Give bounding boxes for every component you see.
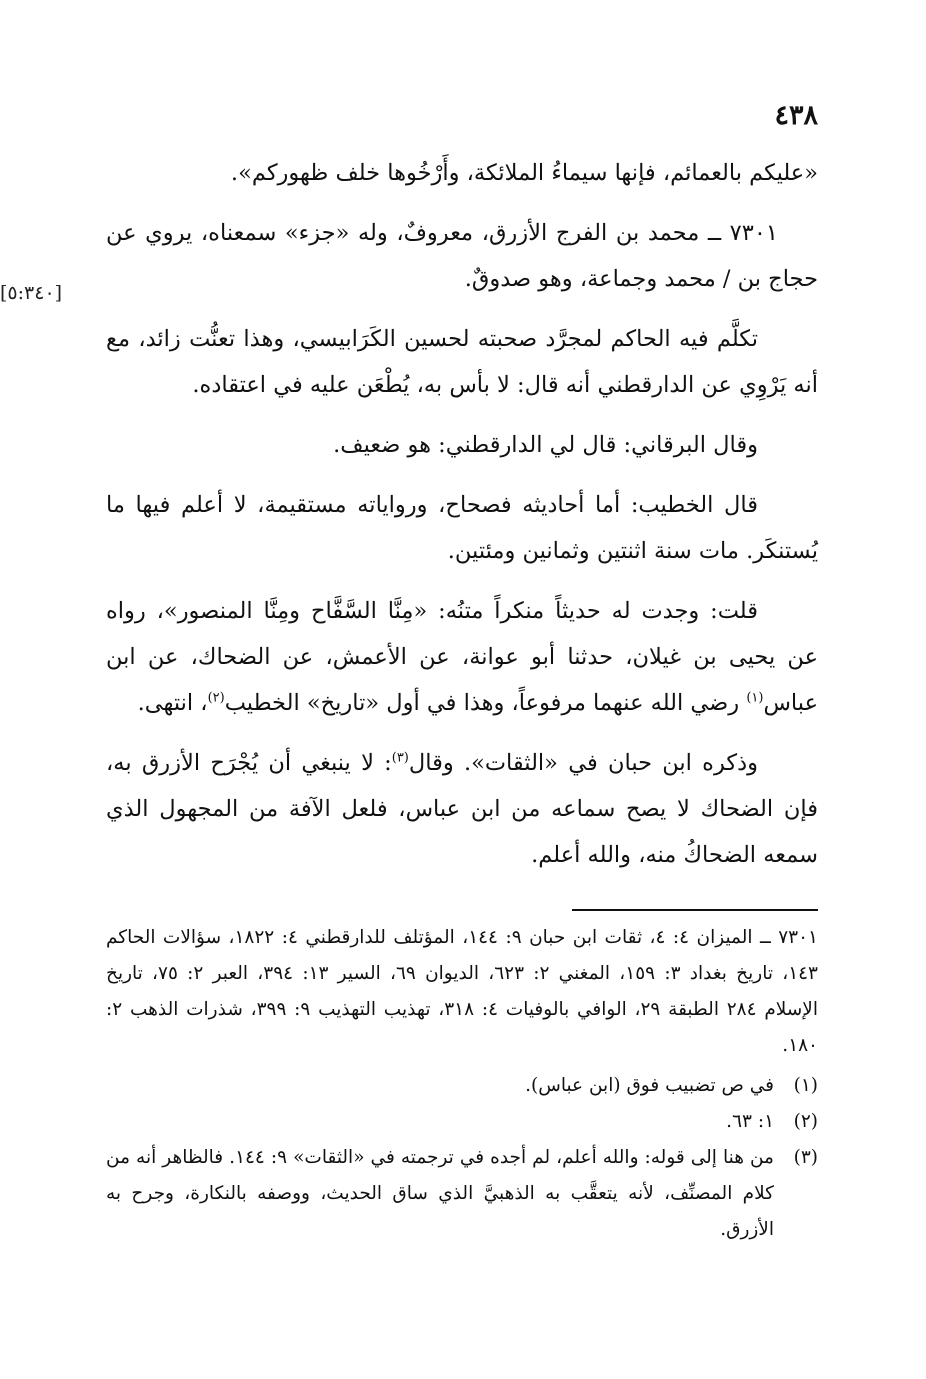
footnote-2-mark: (٢) — [793, 1111, 818, 1132]
paragraph-qultu-part1: قلت: وجدت له حديثاً منكراً متنُه: «مِنَّا السَّفَّاح ومِنَّا المنصور»، رواه عن يحيى بن غيلان، حدثنا أبو عوانة، عن الأعمش، عن الضحاك، عن ابن عباس — [106, 598, 818, 716]
footnote-3-text: من هنا إلى قوله: والله أعلم، لم أجده في ترجمته في «الثقات» ٩: ١٤٤. فالظاهر أنه من كلام المصنِّف، لأنه يتعقَّب به الذهبيَّ الذي ساق الحديث، ووصفه بالنكارة، وجرح به الأزرق. — [106, 1147, 774, 1240]
paragraph-qultu-part2: رضي الله عنهما مرفوعاً، وهذا في أول «تاريخ» الخطيب — [224, 690, 740, 716]
footnote-1 — [106, 1068, 818, 1104]
paragraph-hakim: تكلَّم فيه الحاكم لمجرَّد صحبته لحسين الكَرَابيسي، وهذا تعنُّت زائد، مع أنه يَرْوِي عن الدارقطني أنه قال: لا بأس به، يُطْعَن عليه في اعتقاده. — [106, 326, 818, 398]
footnote-separator — [572, 909, 818, 911]
paragraph-qultu-part3: ، انتهى. — [137, 690, 208, 716]
footnote-2 — [106, 1104, 818, 1140]
paragraph-ibn-hibban-part1: وذكره ابن حبان في «الثقات». وقال — [408, 750, 758, 776]
footnote-ref-3[interactable]: (٣) — [391, 750, 409, 766]
paragraph-ibn-hibban-part2: : لا ينبغي أن يُجْرَح الأزرق به، فإن الضحاك لا يصح سماعه من ابن عباس، فلعل الآفة من المجهول الذي سمعه الضحاكُ منه، والله أعلم. — [106, 750, 818, 868]
margin-volume-ref: [٥:٣٤٠] — [0, 282, 63, 304]
page-number: ٤٣٨ — [774, 100, 818, 131]
footnote-2-text: ١: ٦٣. — [726, 1111, 774, 1132]
footnote-3 — [106, 1140, 818, 1248]
footnote-sources: ٧٣٠١ ــ الميزان ٤: ٤، ثقات ابن حبان ٩: ١٤٤، المؤتلف للدارقطني ٤: ١٨٢٢، سؤالات الحاكم ١٤٣، تاريخ بغداد ٣: ١٥٩، المغني ٢: ٦٢٣، الديوان ٦٩، السير ١٣: ٣٩٤، العبر ٢: ٧٥، تاريخ الإسلام ٢٨٤ الطبقة ٢٩، الوافي بالوفيات ٤: ٣١٨، تهذيب التهذيب ٩: ٣٩٩، شذرات الذهب ٢: ١٨٠. — [106, 927, 819, 1056]
paragraph-barqani: وقال البرقاني: قال لي الدارقطني: هو ضعيف. — [333, 432, 758, 458]
entry-7301-wrap — [0, 210, 818, 304]
paragraph-ibn-hibban — [106, 740, 818, 878]
main-text — [0, 150, 818, 892]
footnote-1-text: في ص تضبيب فوق (ابن عباس). — [525, 1075, 774, 1096]
footnote-3-mark: (٣) — [793, 1147, 818, 1168]
footnote-1-mark: (١) — [793, 1075, 818, 1096]
hadith-quote: «عليكم بالعمائم، فإنها سيماءُ الملائكة، وأَرْخُوها خلف ظهوركم». — [230, 160, 818, 186]
footnote-ref-1[interactable]: (١) — [746, 690, 764, 706]
paragraph-khatib: قال الخطيب: أما أحاديثه فصحاح، ورواياته مستقيمة، لا أعلم فيها ما يُستنكَر. مات سنة اثنتين وثمانين ومئتين. — [106, 492, 818, 564]
footnotes — [106, 920, 818, 1248]
footnote-ref-2[interactable]: (٢) — [207, 690, 225, 706]
entry-7301-heading: ٧٣٠١ ــ محمد بن الفرج الأزرق، معروفٌ، وله «جزء» سمعناه، يروي عن حجاج بن / محمد وجماعة، وهو صدوقٌ. — [106, 220, 818, 292]
paragraph-qultu — [106, 588, 818, 726]
